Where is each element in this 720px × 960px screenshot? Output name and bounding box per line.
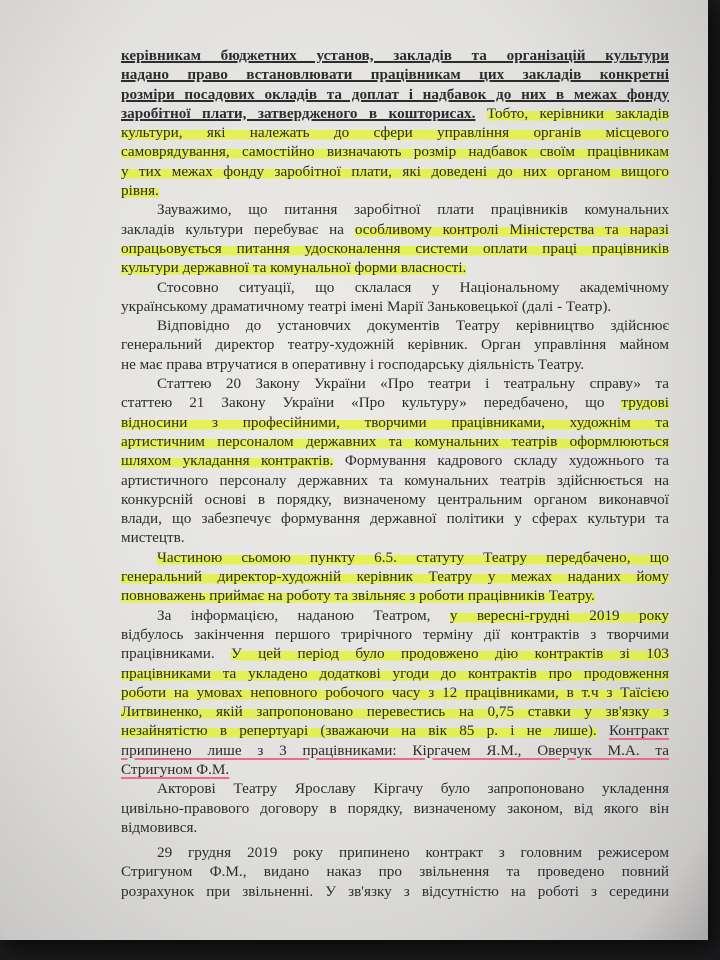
body-text — [597, 722, 609, 739]
body-text: конкурсній основі в порядку, визначеному центральним органом виконавчої — [121, 490, 669, 508]
highlighted-text: шляхом укладання контрактів. — [121, 452, 334, 470]
body-text: 29 грудня 2019 року припинено контракт з головним режисером — [157, 844, 669, 862]
document-line — [121, 702, 669, 721]
document-line — [121, 393, 669, 412]
body-text: українському драматичному театрі імені Марії Заньковецької (далі - Театр). — [121, 297, 612, 315]
document-line — [121, 432, 669, 451]
highlighted-text: Литвиненко, якій запропоновано перевестись на 0,75 ставки у зв'язку з — [121, 703, 669, 721]
document-line — [121, 548, 669, 567]
highlighted-text: У цей період було продовжено дію контрактів зі 103 — [231, 645, 669, 663]
document-line — [121, 297, 669, 316]
document-line — [121, 46, 669, 65]
body-text: Стригуном Ф.М., видано наказ про звільнення та проведено повний — [121, 863, 669, 881]
document-line — [121, 316, 669, 335]
highlighted-text: працівниками та укладено додаткові угоди до контрактів про продовження — [121, 664, 669, 682]
highlighted-text: Тобто, керівники закладів — [486, 104, 669, 122]
highlighted-text: культури, які належать до сфери управління органів місцевого — [121, 124, 669, 142]
highlighted-text: артистичним персоналом державних та комунальних театрів оформлюються — [121, 432, 669, 450]
highlighted-text: рівня. — [121, 182, 159, 200]
highlighted-text: особливому контролі Міністерства та наразі — [354, 220, 670, 238]
document-line — [121, 567, 669, 586]
body-text: відмовився. — [121, 818, 198, 836]
pink-underlined-text: Контракт — [608, 722, 670, 740]
underlined-bold-text: заробітної плати, затвердженого в кошторисах. — [121, 104, 476, 122]
body-text: мистецтв. — [121, 529, 185, 547]
document-line — [121, 413, 669, 432]
document-line — [121, 586, 669, 605]
body-text: Зауважимо, що питання заробітної плати працівників комунальних — [157, 201, 669, 219]
body-text: Стосовно ситуації, що склалася у Національному академічному — [157, 278, 669, 296]
body-text: артистичного персоналу державних та комунальних театрів здійснюється на — [121, 471, 669, 489]
document-line — [121, 664, 669, 683]
document-line — [121, 181, 669, 200]
body-text: розрахунок при звільненні. У зв'язку з відсутністю на роботі з середини — [121, 882, 669, 900]
highlighted-text: повноважень приймає на роботу та звільняє з роботи працівників Театру. — [121, 587, 595, 605]
document-line — [121, 355, 669, 374]
document-line — [121, 162, 669, 181]
document-line — [121, 606, 669, 625]
document-line — [121, 471, 669, 490]
underlined-bold-text: керівникам бюджетних установ, закладів та організацій культури — [121, 47, 669, 64]
document-line — [121, 509, 669, 528]
body-text: генеральний директор театру-художній керівник. Орган управління майном — [121, 336, 669, 354]
body-text: Формування кадрового складу художнього та — [333, 452, 669, 470]
underlined-bold-text: розміри посадових окладів та доплат і надбавок до них в межах фонду — [121, 85, 669, 103]
document-line — [121, 200, 669, 219]
body-text: закладів культури перебуває на — [121, 220, 355, 238]
body-text: не має права втручатися в оперативну і господарську діяльність Театру. — [121, 355, 584, 373]
body-text: цивільно-правового договору в порядку, визначеному законом, від якого він — [121, 799, 669, 817]
highlighted-text: трудові — [621, 394, 669, 412]
document-line — [121, 644, 669, 663]
highlighted-text: самоврядування, самостійно визначають розмір надбавок своїм працівникам — [121, 143, 669, 161]
body-text: влади, що забезпечує формування державної політики у сферах культури та — [121, 510, 669, 528]
highlighted-text: культури державної та комунальної форми власності. — [121, 259, 467, 277]
document-line — [121, 85, 669, 104]
highlighted-text: незайнятістю в репертуарі (зважаючи на вік 85 р. і не лише). — [121, 722, 597, 740]
highlighted-text: відносини з професійними, творчими працівниками, художнім та — [121, 413, 669, 431]
document-line — [121, 451, 669, 470]
document-line — [121, 374, 669, 393]
highlighted-text: генеральний директор-художній керівник Театру у межах наданих йому — [121, 568, 669, 586]
document-line — [121, 335, 669, 354]
document-line — [121, 278, 669, 297]
document-line — [121, 741, 669, 760]
body-text: Акторові Театру Ярославу Кіргачу було запропоновано укладення — [157, 780, 669, 798]
underlined-bold-text: надано право встановлювати працівникам цих закладів конкретні — [121, 66, 669, 84]
document-line — [121, 528, 669, 547]
highlighted-text: у вересні-грудні 2019 року — [449, 606, 669, 624]
pink-underlined-text: припинено лише з 3 працівниками: Кіргачем Я.М., Оверчук М.А. та — [121, 741, 669, 759]
body-text — [475, 105, 486, 122]
document-line — [121, 220, 669, 239]
document-line — [121, 862, 669, 881]
document-line — [121, 882, 669, 901]
document-body — [121, 46, 669, 901]
document-line — [121, 625, 669, 644]
highlighted-text: роботи на умовах неповного робочого часу з 12 працівниками, в т.ч з Таїсією — [121, 683, 669, 701]
document-line — [121, 683, 669, 702]
highlighted-text: Частиною сьомою пункту 6.5. статуту Театру передбачено, що — [157, 548, 669, 566]
document-line — [121, 65, 669, 84]
body-text: відбулось закінчення першого трирічного терміну дії контрактів з творчими — [121, 625, 669, 643]
document-line — [121, 490, 669, 509]
highlighted-text: опрацьовується питання удосконалення системи оплати праці працівників — [121, 239, 669, 257]
document-line — [121, 721, 669, 740]
document-line — [121, 123, 669, 142]
pink-underlined-text: Стригуном Ф.М. — [121, 760, 230, 778]
body-text: статтею 21 Закону України «Про культуру» передбачено, що — [121, 394, 622, 412]
body-text: працівниками. — [121, 645, 232, 663]
document-line — [121, 799, 669, 818]
body-text: За інформацією, наданою Театром, — [157, 606, 450, 624]
body-text: Статтею 20 Закону України «Про театри і театральну справу» та — [157, 375, 669, 393]
body-text: Відповідно до установчих документів Театру керівництво здійснює — [157, 317, 669, 335]
document-line — [121, 779, 669, 798]
document-line — [121, 843, 669, 862]
document-line — [121, 258, 669, 277]
document-line — [121, 104, 669, 123]
highlighted-text: у тих межах фонду заробітної плати, які доведені до них органом вищого — [121, 162, 669, 180]
document-line — [121, 239, 669, 258]
document-line — [121, 142, 669, 161]
document-line — [121, 818, 669, 837]
document-line — [121, 760, 669, 779]
